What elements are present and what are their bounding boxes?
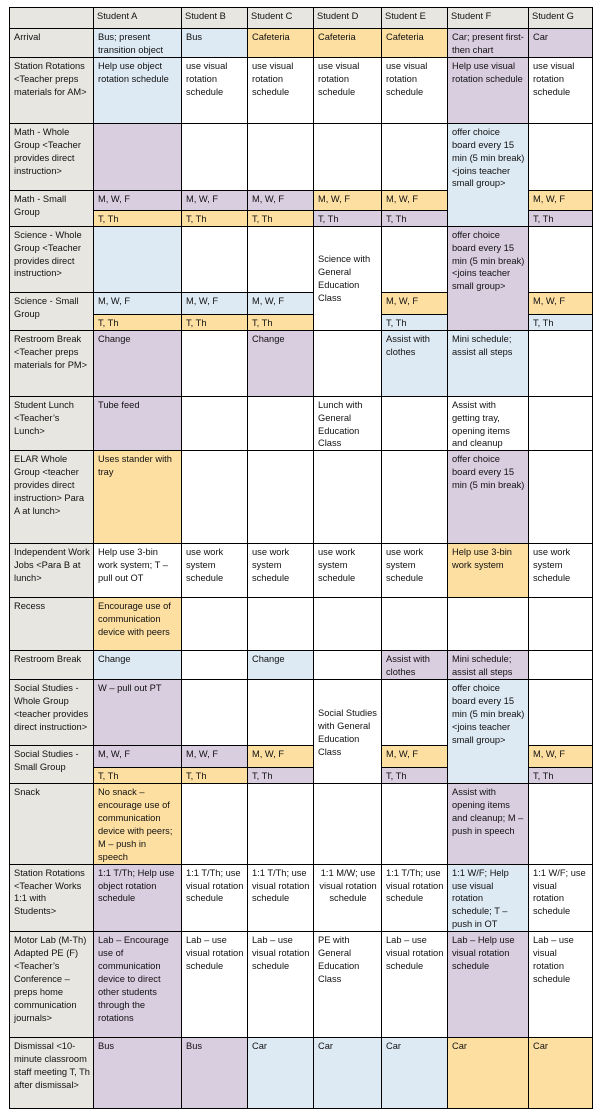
cell-f: offer choice board every 15 min (5 min break) <joins teacher small group> <box>448 123 529 226</box>
cell-g: Car <box>529 29 593 58</box>
cell-d: Social Studies with General Education Class <box>314 680 382 784</box>
row-label: Arrival <box>10 29 94 58</box>
cell-b: Lab – use visual rotation schedule <box>182 932 248 1038</box>
cell-a: M, W, F <box>94 746 182 768</box>
cell-a: T, Th <box>94 210 182 226</box>
cell-d: Car <box>314 1038 382 1109</box>
cell-g: use visual rotation schedule <box>529 57 593 123</box>
row-motor-lab <box>10 932 593 1038</box>
cell-d: T, Th <box>314 210 382 226</box>
cell-c: M, W, F <box>248 292 314 314</box>
cell-a: W – pull out PT <box>94 680 182 746</box>
header-student-a: Student A <box>94 8 182 29</box>
cell-g: T, Th <box>529 768 593 784</box>
cell-a: Lab – Encourage use of communication device to direct other students through the rotations <box>94 932 182 1038</box>
cell-f: Assist with opening items and cleanup; M – push in speech <box>448 784 529 864</box>
header-corner <box>10 8 94 29</box>
cell-c: Car <box>248 1038 314 1109</box>
cell-b <box>182 226 248 292</box>
cell-f: Car <box>448 1038 529 1109</box>
cell-a <box>94 123 182 190</box>
cell-e: Assist with clothes <box>382 330 448 396</box>
cell-g: 1:1 W/F; use visual rotation schedule <box>529 864 593 932</box>
row-label: Science - Small Group <box>10 292 94 330</box>
row-label: Student Lunch <Teacher’s Lunch> <box>10 396 94 451</box>
cell-b: Bus <box>182 29 248 58</box>
cell-f: Mini schedule; assist all steps <box>448 651 529 680</box>
cell-b: M, W, F <box>182 746 248 768</box>
cell-a: Tube feed <box>94 396 182 451</box>
cell-a: 1:1 T/Th; Help use object rotation schedule <box>94 864 182 932</box>
cell-c <box>248 598 314 651</box>
cell-a <box>94 226 182 292</box>
cell-b <box>182 396 248 451</box>
cell-d <box>314 451 382 544</box>
row-label: Social Studies - Small Group <box>10 746 94 784</box>
cell-a: T, Th <box>94 314 182 330</box>
row-snack <box>10 784 593 864</box>
cell-e <box>382 784 448 864</box>
row-label: Independent Work Jobs <Para B at lunch> <box>10 544 94 598</box>
row-label: ELAR Whole Group <teacher provides direct instruction> Para A at lunch> <box>10 451 94 544</box>
cell-a: Encourage use of communication device with peers <box>94 598 182 651</box>
cell-g: use work system schedule <box>529 544 593 598</box>
cell-b: T, Th <box>182 314 248 330</box>
cell-e <box>382 226 448 292</box>
row-label: Restroom Break <Teacher preps materials for PM> <box>10 330 94 396</box>
cell-g <box>529 784 593 864</box>
cell-g: M, W, F <box>529 190 593 210</box>
cell-e: T, Th <box>382 314 448 330</box>
header-student-d: Student D <box>314 8 382 29</box>
cell-c <box>248 396 314 451</box>
cell-g <box>529 330 593 396</box>
cell-b <box>182 651 248 680</box>
row-independent-work-jobs <box>10 544 593 598</box>
cell-c: Change <box>248 330 314 396</box>
row-restroom-break-2 <box>10 651 593 680</box>
cell-d: M, W, F <box>314 190 382 210</box>
cell-a: No snack – encourage use of communication device with peers; M – push in speech <box>94 784 182 864</box>
cell-d <box>314 123 382 190</box>
cell-b: use visual rotation schedule <box>182 57 248 123</box>
cell-e: Assist with clothes <box>382 651 448 680</box>
cell-g <box>529 680 593 746</box>
cell-c: M, W, F <box>248 746 314 768</box>
cell-e <box>382 680 448 746</box>
cell-e <box>382 451 448 544</box>
cell-e: Lab – use visual rotation schedule <box>382 932 448 1038</box>
cell-e: M, W, F <box>382 190 448 210</box>
cell-a: T, Th <box>94 768 182 784</box>
cell-f: offer choice board every 15 min (5 min break) <joins teacher small group> <box>448 226 529 330</box>
cell-f: Mini schedule; assist all steps <box>448 330 529 396</box>
row-elar-whole-group <box>10 451 593 544</box>
cell-e: M, W, F <box>382 746 448 768</box>
cell-e: 1:1 T/Th; use visual rotation schedule <box>382 864 448 932</box>
cell-c <box>248 226 314 292</box>
cell-f: 1:1 W/F; Help use visual rotation schedule; T – push in OT <box>448 864 529 932</box>
header-student-g: Student G <box>529 8 593 29</box>
cell-g <box>529 451 593 544</box>
cell-a: Change <box>94 651 182 680</box>
cell-g <box>529 396 593 451</box>
row-restroom-break-1 <box>10 330 593 396</box>
row-label: Math - Whole Group <Teacher provides direct instruction> <box>10 123 94 190</box>
cell-e: M, W, F <box>382 292 448 314</box>
cell-g: T, Th <box>529 314 593 330</box>
cell-g: Lab – use visual rotation schedule <box>529 932 593 1038</box>
row-label: Math - Small Group <box>10 190 94 226</box>
cell-e <box>382 123 448 190</box>
row-label: Station Rotations <Teacher Works 1:1 with Students> <box>10 864 94 932</box>
row-recess <box>10 598 593 651</box>
cell-d: PE with General Education Class <box>314 932 382 1038</box>
row-label: Science - Whole Group <Teacher provides direct instruction> <box>10 226 94 292</box>
cell-b: M, W, F <box>182 292 248 314</box>
row-label: Snack <box>10 784 94 864</box>
cell-a: Change <box>94 330 182 396</box>
cell-a: Help use object rotation schedule <box>94 57 182 123</box>
cell-g <box>529 226 593 292</box>
cell-d <box>314 598 382 651</box>
cell-a: Help use 3-bin work system; T – pull out OT <box>94 544 182 598</box>
cell-c <box>248 123 314 190</box>
row-label: Dismissal <10-minute classroom staff meeting T, Th after dismissal> <box>10 1038 94 1109</box>
header-row <box>10 8 593 29</box>
cell-a: Bus <box>94 1038 182 1109</box>
cell-f: offer choice board every 15 min (5 min break) <joins teacher small group> <box>448 680 529 784</box>
cell-f: Lab – Help use visual rotation schedule <box>448 932 529 1038</box>
cell-g: M, W, F <box>529 292 593 314</box>
cell-g <box>529 123 593 190</box>
row-science-whole-group <box>10 226 593 292</box>
cell-b <box>182 451 248 544</box>
cell-d: 1:1 M/W; use visual rotation schedule <box>314 864 382 932</box>
row-dismissal <box>10 1038 593 1109</box>
cell-a: M, W, F <box>94 292 182 314</box>
cell-c: use work system schedule <box>248 544 314 598</box>
cell-c: T, Th <box>248 210 314 226</box>
cell-e <box>382 598 448 651</box>
cell-g: Car <box>529 1038 593 1109</box>
cell-b: T, Th <box>182 210 248 226</box>
cell-d <box>314 330 382 396</box>
cell-c: use visual rotation schedule <box>248 57 314 123</box>
row-arrival <box>10 29 593 58</box>
cell-g <box>529 598 593 651</box>
cell-b <box>182 598 248 651</box>
row-label: Motor Lab (M-Th) Adapted PE (F) <Teacher’s Conference – preps home communication journals> <box>10 932 94 1038</box>
cell-c <box>248 784 314 864</box>
cell-c <box>248 451 314 544</box>
header-student-c: Student C <box>248 8 314 29</box>
cell-e: T, Th <box>382 768 448 784</box>
cell-g: T, Th <box>529 210 593 226</box>
cell-b: M, W, F <box>182 190 248 210</box>
cell-d <box>314 784 382 864</box>
cell-c: Change <box>248 651 314 680</box>
cell-e <box>382 396 448 451</box>
header-student-b: Student B <box>182 8 248 29</box>
row-label: Station Rotations <Teacher preps materials for AM> <box>10 57 94 123</box>
cell-e: use visual rotation schedule <box>382 57 448 123</box>
cell-e: use work system schedule <box>382 544 448 598</box>
cell-d: use work system schedule <box>314 544 382 598</box>
cell-d: Lunch with General Education Class <box>314 396 382 451</box>
header-student-f: Student F <box>448 8 529 29</box>
row-station-rotations-pm <box>10 864 593 932</box>
cell-b: Bus <box>182 1038 248 1109</box>
cell-f: offer choice board every 15 min (5 min break) <box>448 451 529 544</box>
cell-a: M, W, F <box>94 190 182 210</box>
cell-b <box>182 123 248 190</box>
cell-b: T, Th <box>182 768 248 784</box>
row-student-lunch <box>10 396 593 451</box>
cell-d: Science with General Education Class <box>314 226 382 330</box>
cell-e: Cafeteria <box>382 29 448 58</box>
cell-f <box>448 598 529 651</box>
row-social-studies-whole-group <box>10 680 593 746</box>
cell-a: Bus; present transition object <box>94 29 182 58</box>
cell-a: Uses stander with tray <box>94 451 182 544</box>
cell-c: Cafeteria <box>248 29 314 58</box>
row-station-rotations-am <box>10 57 593 123</box>
cell-c: Lab – use visual rotation schedule <box>248 932 314 1038</box>
cell-b <box>182 784 248 864</box>
cell-g <box>529 651 593 680</box>
cell-b <box>182 330 248 396</box>
cell-b: use work system schedule <box>182 544 248 598</box>
cell-b <box>182 680 248 746</box>
cell-c: 1:1 T/Th; use visual rotation schedule <box>248 864 314 932</box>
row-label: Restroom Break <box>10 651 94 680</box>
cell-c: T, Th <box>248 314 314 330</box>
cell-c <box>248 680 314 746</box>
cell-e: Car <box>382 1038 448 1109</box>
row-label: Social Studies - Whole Group <teacher provides direct instruction> <box>10 680 94 746</box>
cell-b: 1:1 T/Th; use visual rotation schedule <box>182 864 248 932</box>
cell-f: Car; present first-then chart <box>448 29 529 58</box>
cell-f: Help use 3-bin work system <box>448 544 529 598</box>
header-student-e: Student E <box>382 8 448 29</box>
schedule-table <box>9 7 593 1109</box>
cell-c: M, W, F <box>248 190 314 210</box>
cell-d: use visual rotation schedule <box>314 57 382 123</box>
cell-f: Assist with getting tray, opening items and cleanup <box>448 396 529 451</box>
cell-f: Help use visual rotation schedule <box>448 57 529 123</box>
row-math-whole-group <box>10 123 593 190</box>
cell-d <box>314 651 382 680</box>
cell-e: T, Th <box>382 210 448 226</box>
cell-g: M, W, F <box>529 746 593 768</box>
cell-c: T, Th <box>248 768 314 784</box>
cell-d: Cafeteria <box>314 29 382 58</box>
row-label: Recess <box>10 598 94 651</box>
